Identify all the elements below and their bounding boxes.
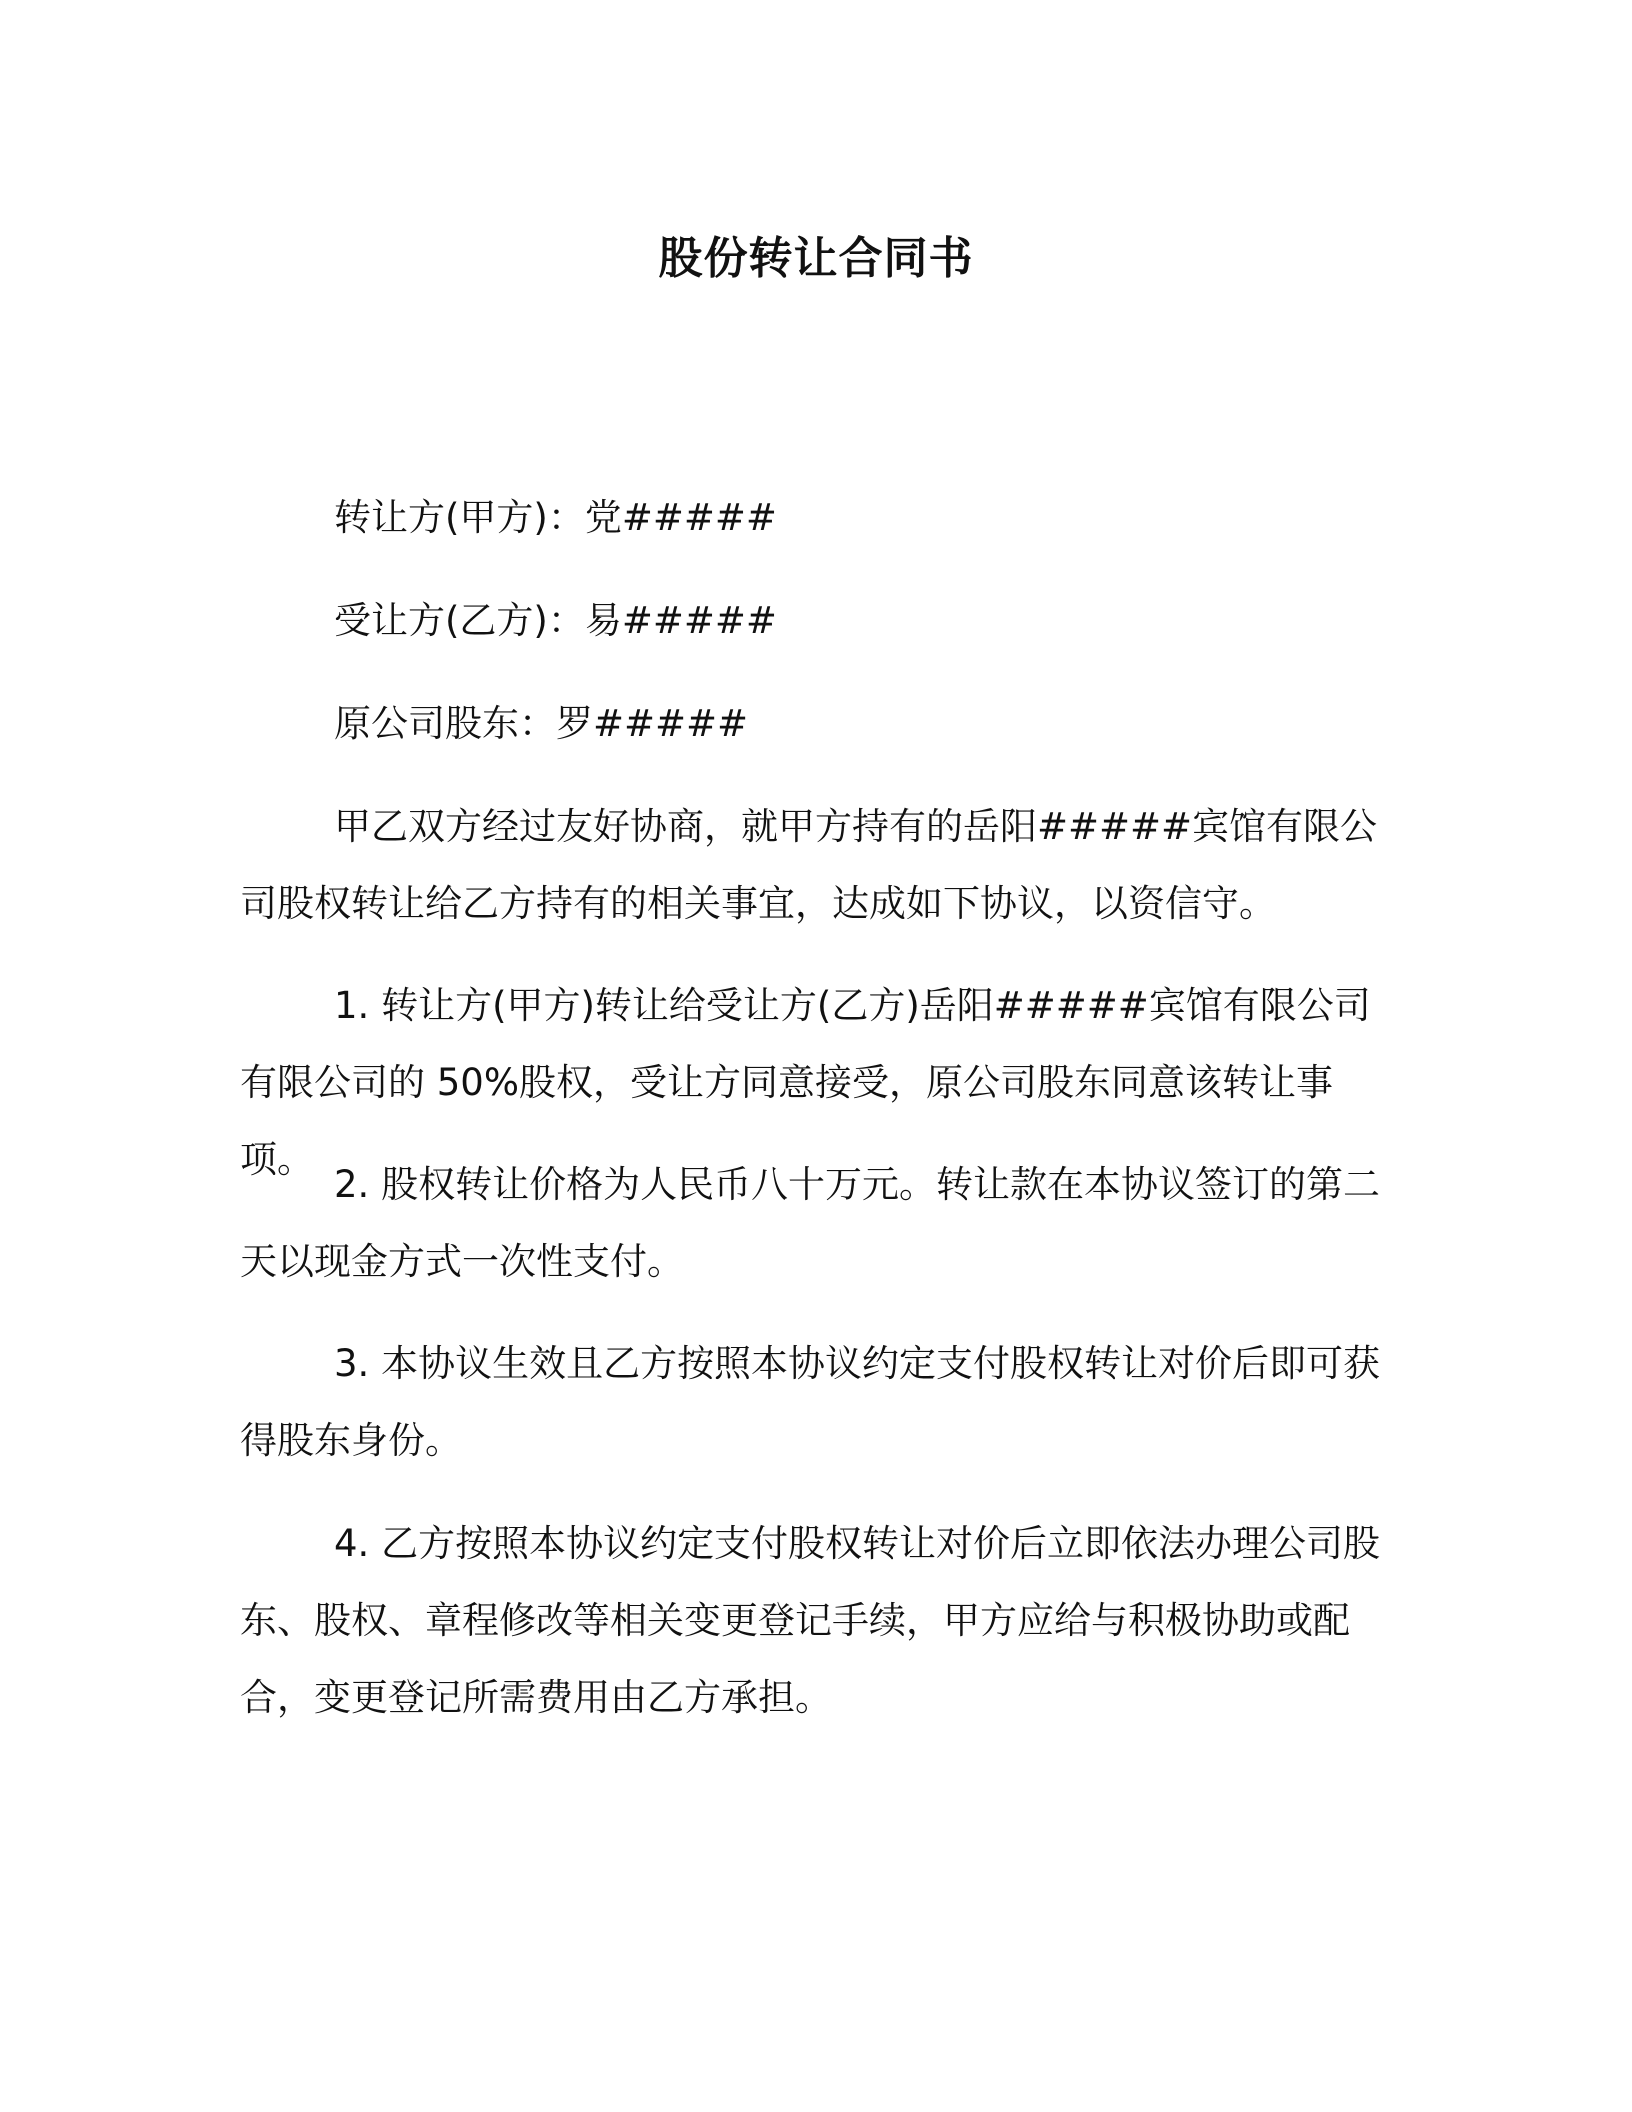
transferee-line: 受让方(乙方)：易##### — [334, 599, 777, 642]
clause-2: 2. 股权转让价格为人民币八十万元。转让款在本协议签订的第二天以现金方式一次性支付。 — [240, 1163, 1381, 1283]
clause-3: 3. 本协议生效且乙方按照本协议约定支付股权转让对价后即可获得股东身份。 — [240, 1342, 1381, 1462]
document-title: 股份转让合同书 — [658, 233, 974, 284]
intro-paragraph: 甲乙双方经过友好协商，就甲方持有的岳阳#####宾馆有限公司股权转让给乙方持有的相关事宜，达成如下协议，以资信守。 — [240, 805, 1378, 925]
original-shareholder-line: 原公司股东：罗##### — [334, 702, 749, 745]
clause-4: 4. 乙方按照本协议约定支付股权转让对价后立即依法办理公司股东、股权、章程修改等相关变更登记手续，甲方应给与积极协助或配合，变更登记所需费用由乙方承担。 — [240, 1522, 1381, 1719]
clause-1: 1. 转让方(甲方)转让给受让方(乙方)岳阳#####宾馆有限公司有限公司的 50%股权，受让方同意接受，原公司股东同意该转让事项。 — [240, 984, 1371, 1181]
transferor-line: 转让方(甲方)：党##### — [334, 496, 777, 539]
